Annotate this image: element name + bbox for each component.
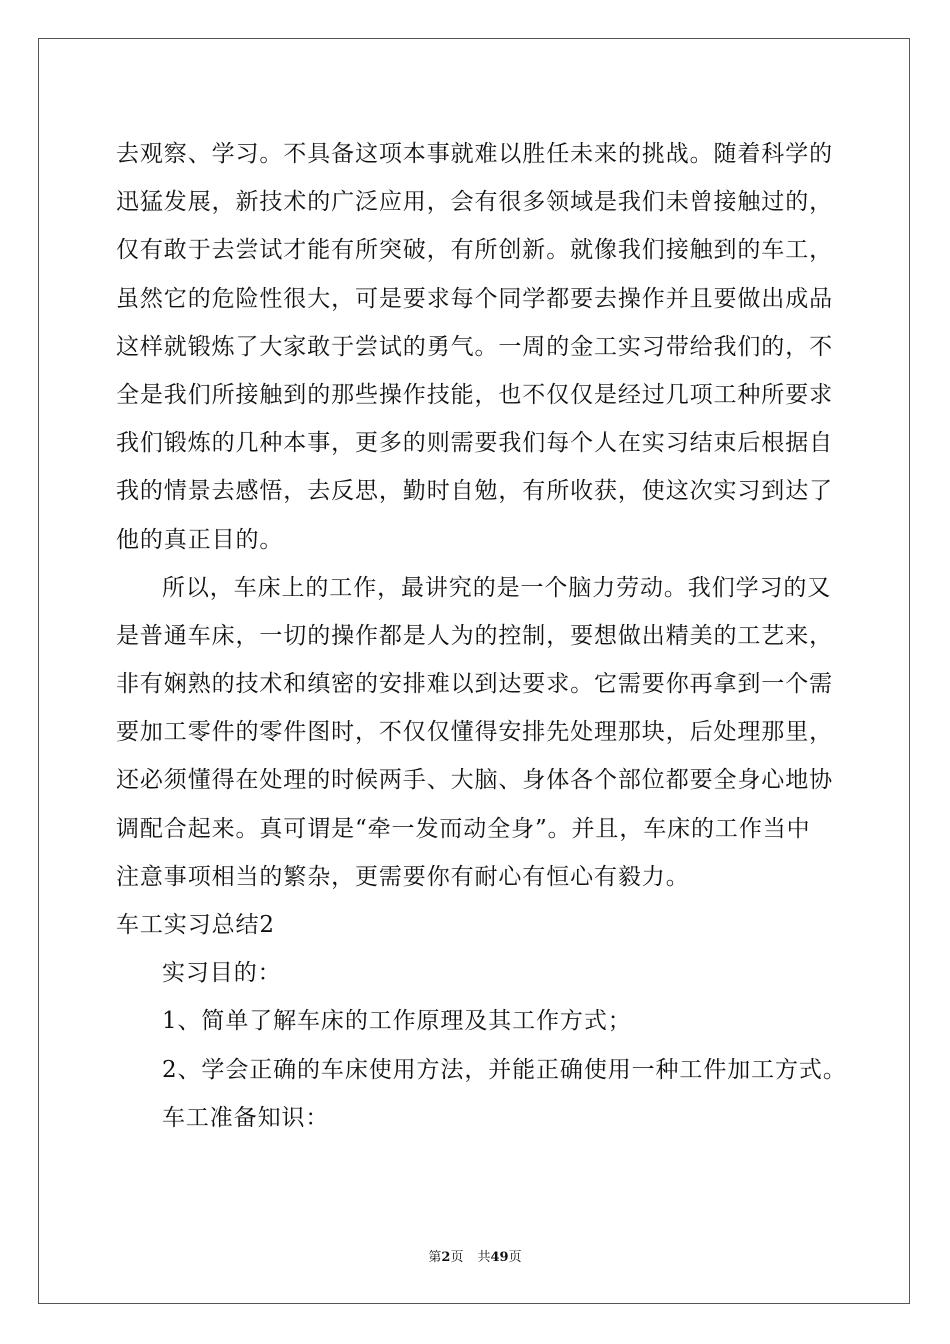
text-line: 迅猛发展，新技术的广泛应用，会有很多领域是我们未曾接触过的， [116,189,833,216]
footer-total-prefix: 共 [477,1250,491,1265]
paragraph [116,130,836,564]
text-line: 注意事项相当的繁杂，更需要你有耐心有恒心有毅力。 [116,863,690,890]
text-line: 我的情景去感悟，去反思，勤时自勉，有所收获，使这次实习到达了 [116,478,833,505]
text-line: 去观察、学习。不具备这项本事就难以胜任未来的挑战。随着科学的 [116,141,833,167]
text-line: 实习目的： [162,960,282,987]
paragraph [116,1094,836,1142]
text-line: 我们锻炼的几种本事，更多的则需要我们每个人在实习结束后根据自 [116,430,833,457]
footer-page-prefix: 第 [428,1250,442,1265]
text-line: 虽然它的危险性很大，可是要求每个同学都要去操作并且要做出成品 [116,285,833,312]
text-line: 还必须懂得在处理的时候两手、大脑、身体各个部位都要全身心地协 [116,767,833,794]
text-line: 非有娴熟的技术和缜密的安排难以到达要求。它需要你再拿到一个需 [116,671,833,698]
paragraph [116,901,836,949]
text-line: 所以，车床上的工作，最讲究的是一个脑力劳动。我们学习的又 [162,574,832,601]
paragraph [116,949,836,997]
text-line: 全是我们所接触到的那些操作技能，也不仅仅是经过几项工种所要求 [116,381,833,408]
text-line: 他的真正目的。 [116,526,284,553]
text-line: 1、简单了解车床的工作原理及其工作方式； [162,1008,632,1035]
footer-total-suffix: 页 [508,1250,522,1265]
text-line: 车工准备知识： [162,1104,330,1131]
text-line: 车工实习总结2 [116,912,275,938]
paragraph [116,564,836,901]
footer-page-number: 2 [441,1250,451,1265]
document-body [116,130,847,1142]
paragraph [116,997,836,1045]
text-line: 仅有敢于去尝试才能有所突破，有所创新。就像我们接触到的车工， [116,237,833,264]
footer-page-suffix: 页 [450,1250,464,1265]
text-line: 这样就锻炼了大家敢于尝试的勇气。一周的金工实习带给我们的，不 [116,333,833,360]
paragraph [116,1046,847,1094]
text-line: 2、学会正确的车床使用方法，并能正确使用一种工件加工方式。 [162,1056,847,1083]
text-line: 是普通车床，一切的操作都是人为的控制，要想做出精美的工艺来， [116,622,833,649]
text-line: 要加工零件的零件图时，不仅仅懂得安排先处理那块，后处理那里， [116,719,833,746]
footer-total-pages: 49 [490,1250,509,1265]
page-footer [0,1246,950,1265]
text-line: 调配合起来。真可谓是“牵一发而动全身”。并且，车床的工作当中 [116,815,811,842]
